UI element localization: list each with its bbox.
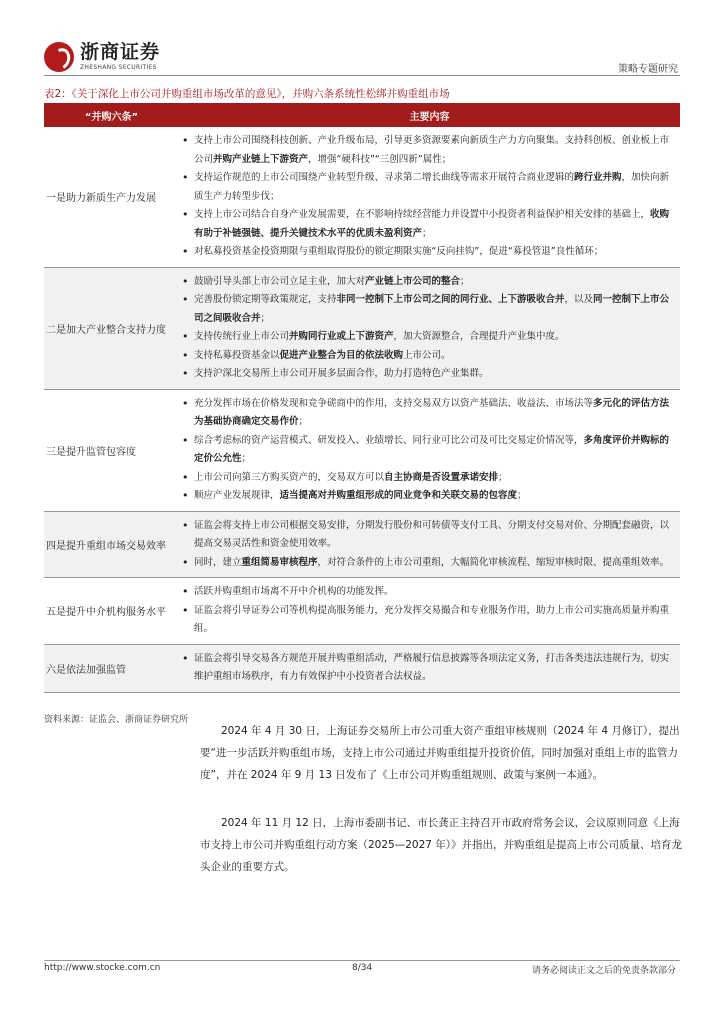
item-text: 充分发挥市场在价格发现和竞争磋商中的作用，支持交易双方以资产基础法、收益法、市场法等 <box>194 397 594 409</box>
item-text-bold: 重组简易审核程序 <box>241 556 318 568</box>
item-text: ； <box>460 275 470 287</box>
item-text: 证监会将引导交易各方规范开展并购重组活动，严格履行信息披露等各项法定义务，打击各类违法违规行为，切实维护重组市场秩序，有力有效保护中小投资者合法权益。 <box>194 652 670 682</box>
row-content <box>179 389 680 511</box>
list-item <box>180 395 675 432</box>
item-text-bold: 同一控制下上市公司之间吸收合并 <box>194 294 670 324</box>
item-text: ； <box>422 227 432 239</box>
item-text: ； <box>241 453 252 464</box>
item-text-bold: 跨行业并购 <box>574 172 622 183</box>
item-text: ； <box>298 416 309 427</box>
list-item <box>180 206 675 243</box>
item-text: 证监会将支持上市公司根据交易安排，分期发行股份和可转债等支付工具、分期支付交易对价、分期配套融资，以提高交易灵活性和资金使用效率。 <box>194 519 670 549</box>
list-item <box>180 432 675 469</box>
table-title: 表2：《关于深化上市公司并购重组市场改革的意见》，并购六条系统性松绑并购重组市场 <box>44 88 450 100</box>
policy-table <box>44 103 680 693</box>
list-item <box>180 328 675 347</box>
item-text-bold: 多角度评价并购标的定价公允性 <box>194 434 670 464</box>
item-text: ，增强“硬科技”“三创四新”属性； <box>308 153 452 165</box>
logo-name-en: ZHESHANG SECURITIES <box>80 64 157 71</box>
row-category: 三是提升监管包容度 <box>44 389 179 511</box>
item-text: 鼓励引导头部上市公司立足主业，加大对 <box>194 275 366 287</box>
list-item <box>180 291 675 328</box>
item-text: ； <box>260 312 271 324</box>
item-text: 顺应产业发展规律， <box>194 490 280 501</box>
list-item <box>180 554 675 573</box>
item-text: ； <box>498 471 508 483</box>
footer-url: http://www.stocke.com.cn <box>44 963 161 973</box>
footer-divider <box>44 960 680 961</box>
item-text-bold: 并购产业链上下游资产 <box>213 153 309 165</box>
item-text: 上市公司向第三方购买资产的，交易双方可以 <box>194 471 385 483</box>
list-item <box>180 602 675 639</box>
item-text: 支持传统行业上市公司 <box>194 331 290 342</box>
source-note: 资料来源：证监会、浙商证券研究所 <box>44 715 189 725</box>
row-category: 一是助力新质生产力发展 <box>44 127 179 267</box>
item-text-bold: 非同一控制下上市公司之间的同行业、上下游吸收合并 <box>336 294 565 305</box>
item-text: 支持运作规范的上市公司围绕产业转型升级、寻求第二增长曲线等需求开展符合商业逻辑的 <box>194 172 575 183</box>
item-text: 综合考虑标的资产运营模式、研发投入、业绩增长、同行业可比公司及可比交易定价情况等， <box>194 434 584 446</box>
item-text: ，加快向新质生产力转型步伐； <box>194 172 670 202</box>
table-row <box>44 389 680 511</box>
item-text: 上市公司。 <box>403 349 451 361</box>
item-text-bold: 适当提高对并购重组形成的同业竞争和关联交易的包容度 <box>279 490 518 501</box>
list-item <box>180 583 675 602</box>
list-item <box>180 650 675 687</box>
item-text: 支持上市公司结合自身产业发展需要，在不影响持续经营能力并设置中小投资者利益保护相关安排的基础上， <box>194 209 651 220</box>
list-item <box>180 132 675 169</box>
row-category: 二是加大产业整合支持力度 <box>44 267 179 389</box>
item-text-bold: 收购有助于补链强链、提升关键技术水平的优质未盈利资产 <box>194 209 670 239</box>
item-text: 对私募投资基金投资期限与重组取得股份的锁定期限实施“反向挂钩”，促进“募投管退”良性循环； <box>194 246 604 257</box>
page-number: 8/34 <box>352 963 373 973</box>
col-header-category: “并购六条” <box>44 103 179 127</box>
table-row <box>44 267 680 389</box>
list-item <box>180 169 675 206</box>
item-text-bold: 促进产业整合为目的依法收购 <box>279 349 404 361</box>
row-category: 五是提升中介机构服务水平 <box>44 578 179 645</box>
body-paragraph-2: 2024 年 11 月 12 日，上海市委副书记、市长龚正主持召开市政府常务会议，会议原则同意《上海市支持上市公司并购重组行动方案（2025—2027 年）》并指出，并购重组是提高上市公司质量、培育龙头企业的重要方式。 <box>200 817 683 873</box>
list-item <box>180 365 675 384</box>
list-item <box>180 347 675 366</box>
item-text-bold: 多元化的评估方法为基础协商确定交易作价 <box>194 397 670 427</box>
list-item <box>180 487 675 506</box>
table-row <box>44 578 680 645</box>
item-text-bold: 产业链上市公司的整合 <box>365 275 461 287</box>
row-content <box>179 267 680 389</box>
body-paragraph-1: 2024 年 4 月 30 日，上海证券交易所上市公司重大资产重组审核规则（2024 年 4 月修订），提出要“进一步活跃并购重组市场，支持上市公司通过并购重组提升投资价值，同时加强对重组上市的监管力度”，并在 2024 年 9 月 13 日发布了《上市公司并购重组规则、政策与案例一本通》。 <box>200 725 680 781</box>
item-text-bold: 自主协商是否设置承诺安排 <box>384 471 499 483</box>
row-content <box>179 127 680 267</box>
item-text: 支持沪深北交易所上市公司开展多层面合作，助力打造特色产业集群。 <box>194 368 489 379</box>
logo-icon <box>44 42 74 72</box>
report-type: 策略专题研究 <box>618 64 678 75</box>
list-item <box>180 273 675 292</box>
row-content <box>179 578 680 645</box>
table-row <box>44 644 680 692</box>
item-text: ，以及 <box>564 294 594 305</box>
header-divider <box>44 75 680 76</box>
table-row <box>44 127 680 267</box>
col-header-content: 主要内容 <box>179 103 680 127</box>
item-text: 活跃并购重组市场离不开中介机构的功能发挥。 <box>194 586 394 597</box>
item-text: ； <box>517 490 527 501</box>
table-header-row <box>44 103 680 127</box>
item-text: 证监会将引导证券公司等机构提高服务能力，充分发挥交易撮合和专业服务作用，助力上市公司实施高质量并购重组。 <box>194 604 670 634</box>
list-item <box>180 469 675 488</box>
row-category: 四是提升重组市场交易效率 <box>44 511 179 578</box>
item-text: ，加大资源整合，合理提升产业集中度。 <box>393 331 565 342</box>
item-text: ，对符合条件的上市公司重组，大幅简化审核流程、缩短审核时限、提高重组效率。 <box>317 556 670 568</box>
list-item <box>180 243 675 262</box>
table-row <box>44 511 680 578</box>
item-text: 支持上市公司围绕科技创新、产业升级布局，引导更多资源要素向新质生产力方向聚集。支持科创板、创业板上市公司 <box>194 135 670 165</box>
row-category: 六是依法加强监管 <box>44 644 179 692</box>
logo-name-cn: 浙商证券 <box>80 41 161 63</box>
item-text: 完善股份锁定期等政策规定，支持 <box>194 294 337 305</box>
footer-disclaimer: 请务必阅读正文之后的免责条款部分 <box>531 966 676 976</box>
row-content <box>179 511 680 578</box>
item-text: 支持私募投资基金以 <box>194 349 280 361</box>
list-item <box>180 517 675 554</box>
item-text-bold: 并购同行业或上下游资产 <box>289 331 394 342</box>
item-text: 同时，建立 <box>194 556 242 568</box>
row-content <box>179 644 680 692</box>
company-logo <box>44 42 160 72</box>
